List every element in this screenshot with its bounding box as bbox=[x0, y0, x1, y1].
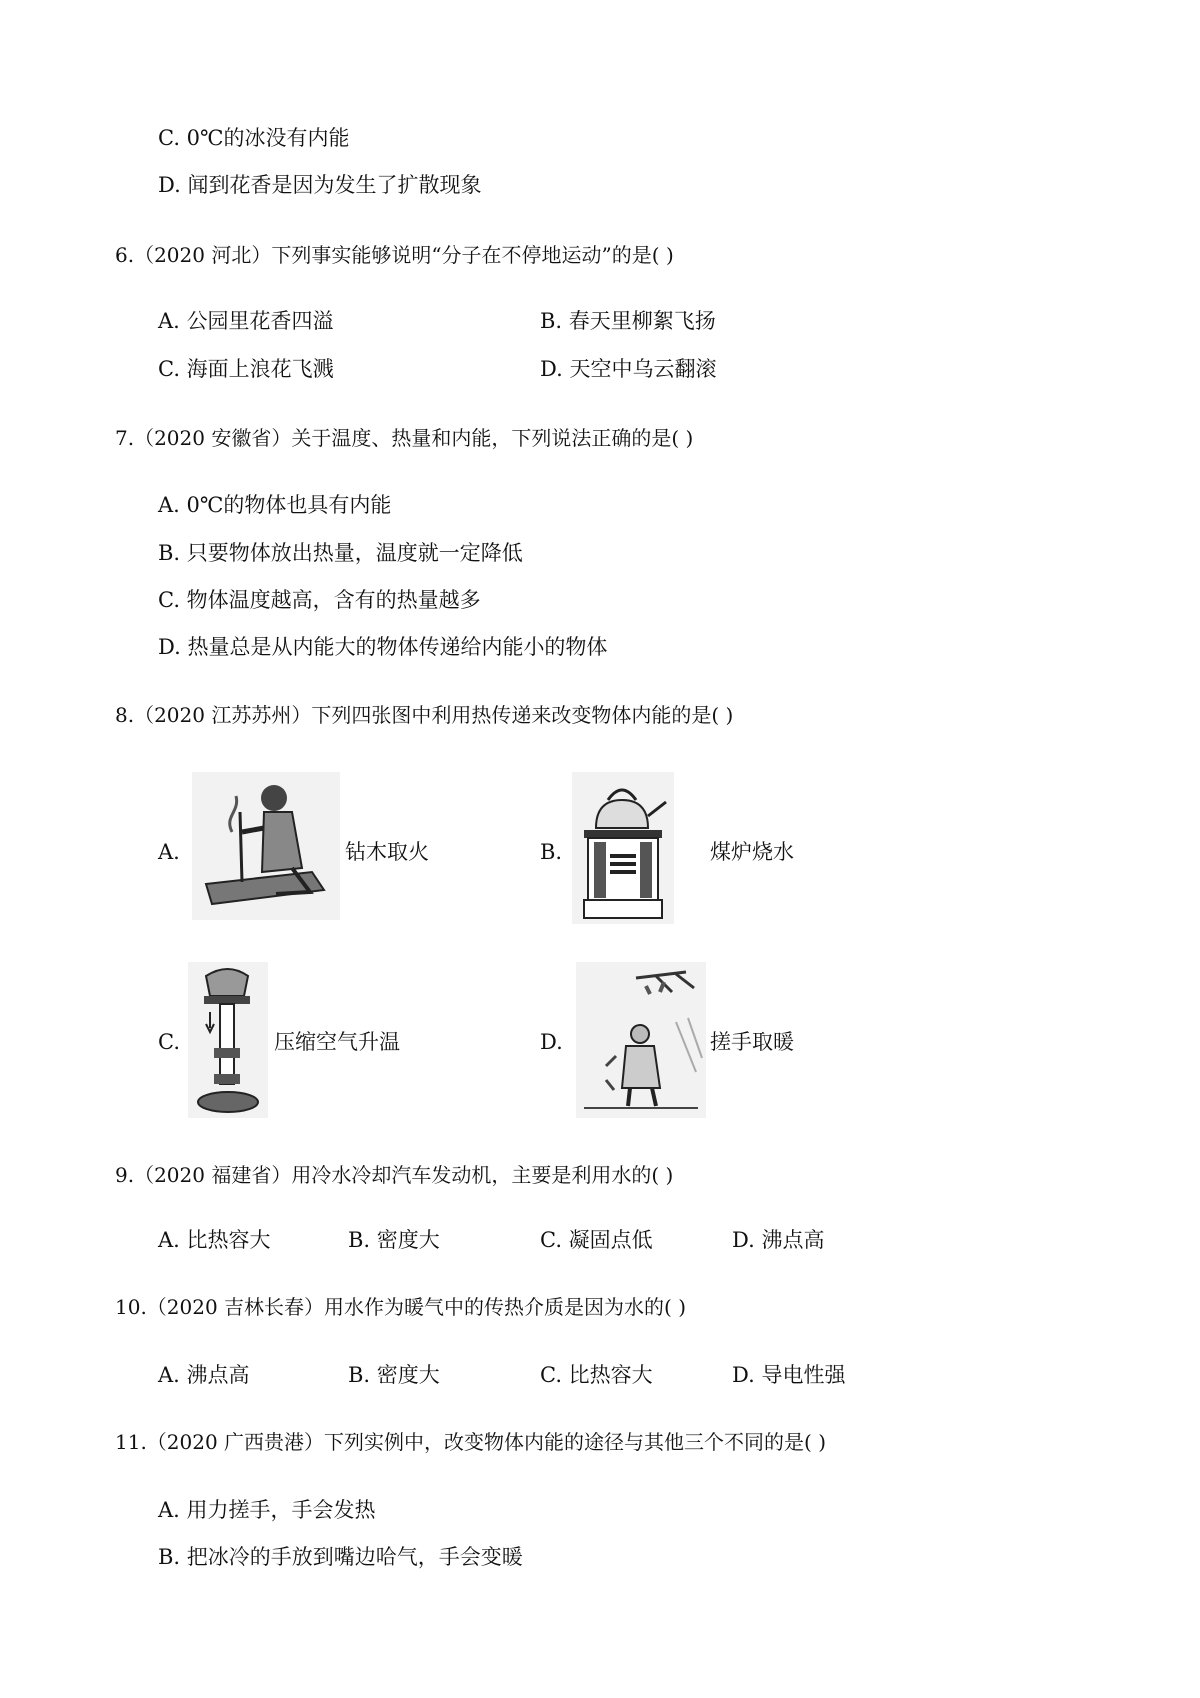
q7-option-d: D. 热量总是从内能大的物体传递给内能小的物体 bbox=[158, 635, 608, 659]
q9-option-d: D. 沸点高 bbox=[732, 1228, 825, 1252]
q9-option-c: C. 凝固点低 bbox=[540, 1228, 653, 1252]
q8-stem: 8.（2020 江苏苏州）下列四张图中利用热传递来改变物体内能的是( ) bbox=[115, 703, 734, 727]
rubbing-hands-figure bbox=[576, 962, 706, 1118]
q9-option-a: A. 比热容大 bbox=[158, 1228, 271, 1252]
q9-stem: 9.（2020 福建省）用冷水冷却汽车发动机，主要是利用水的( ) bbox=[115, 1163, 674, 1187]
q10-option-c: C. 比热容大 bbox=[540, 1363, 653, 1387]
q8-option-b-letter: B. bbox=[540, 840, 563, 864]
drilling-wood-fire-figure bbox=[192, 772, 340, 920]
q9-option-b: B. 密度大 bbox=[348, 1228, 440, 1252]
q8-option-c-caption: 压缩空气升温 bbox=[274, 1030, 400, 1054]
q6-option-b: B. 春天里柳絮飞扬 bbox=[540, 309, 716, 333]
q7-option-b: B. 只要物体放出热量，温度就一定降低 bbox=[158, 541, 523, 565]
air-compression-figure bbox=[188, 962, 268, 1118]
q7-option-c: C. 物体温度越高，含有的热量越多 bbox=[158, 588, 481, 612]
q11-option-a: A. 用力搓手，手会发热 bbox=[158, 1498, 376, 1522]
q8-option-b-caption: 煤炉烧水 bbox=[710, 840, 794, 864]
q8-option-d-caption: 搓手取暖 bbox=[710, 1030, 794, 1054]
q11-stem: 11.（2020 广西贵港）下列实例中，改变物体内能的途径与其他三个不同的是( ) bbox=[115, 1430, 827, 1454]
q6-option-d: D. 天空中乌云翻滚 bbox=[540, 357, 717, 381]
q8-option-a-letter: A. bbox=[158, 840, 180, 864]
q10-option-b: B. 密度大 bbox=[348, 1363, 440, 1387]
coal-stove-kettle-figure bbox=[572, 772, 674, 924]
q10-stem: 10.（2020 吉林长春）用水作为暖气中的传热介质是因为水的( ) bbox=[115, 1295, 687, 1319]
q7-option-a: A. 0℃的物体也具有内能 bbox=[158, 493, 392, 517]
q8-option-a-caption: 钻木取火 bbox=[345, 840, 429, 864]
q8-option-d-letter: D. bbox=[540, 1030, 563, 1054]
q6-option-c: C. 海面上浪花飞溅 bbox=[158, 357, 334, 381]
q5-option-c: C. 0℃的冰没有内能 bbox=[158, 126, 350, 150]
q10-option-d: D. 导电性强 bbox=[732, 1363, 846, 1387]
q11-option-b: B. 把冰冷的手放到嘴边哈气，手会变暖 bbox=[158, 1545, 523, 1569]
q10-option-a: A. 沸点高 bbox=[158, 1363, 250, 1387]
q5-option-d: D. 闻到花香是因为发生了扩散现象 bbox=[158, 173, 482, 197]
q6-stem: 6.（2020 河北）下列事实能够说明“分子在不停地运动”的是( ) bbox=[115, 243, 674, 267]
q7-stem: 7.（2020 安徽省）关于温度、热量和内能，下列说法正确的是( ) bbox=[115, 426, 694, 450]
q6-option-a: A. 公园里花香四溢 bbox=[158, 309, 334, 333]
q8-option-c-letter: C. bbox=[158, 1030, 180, 1054]
